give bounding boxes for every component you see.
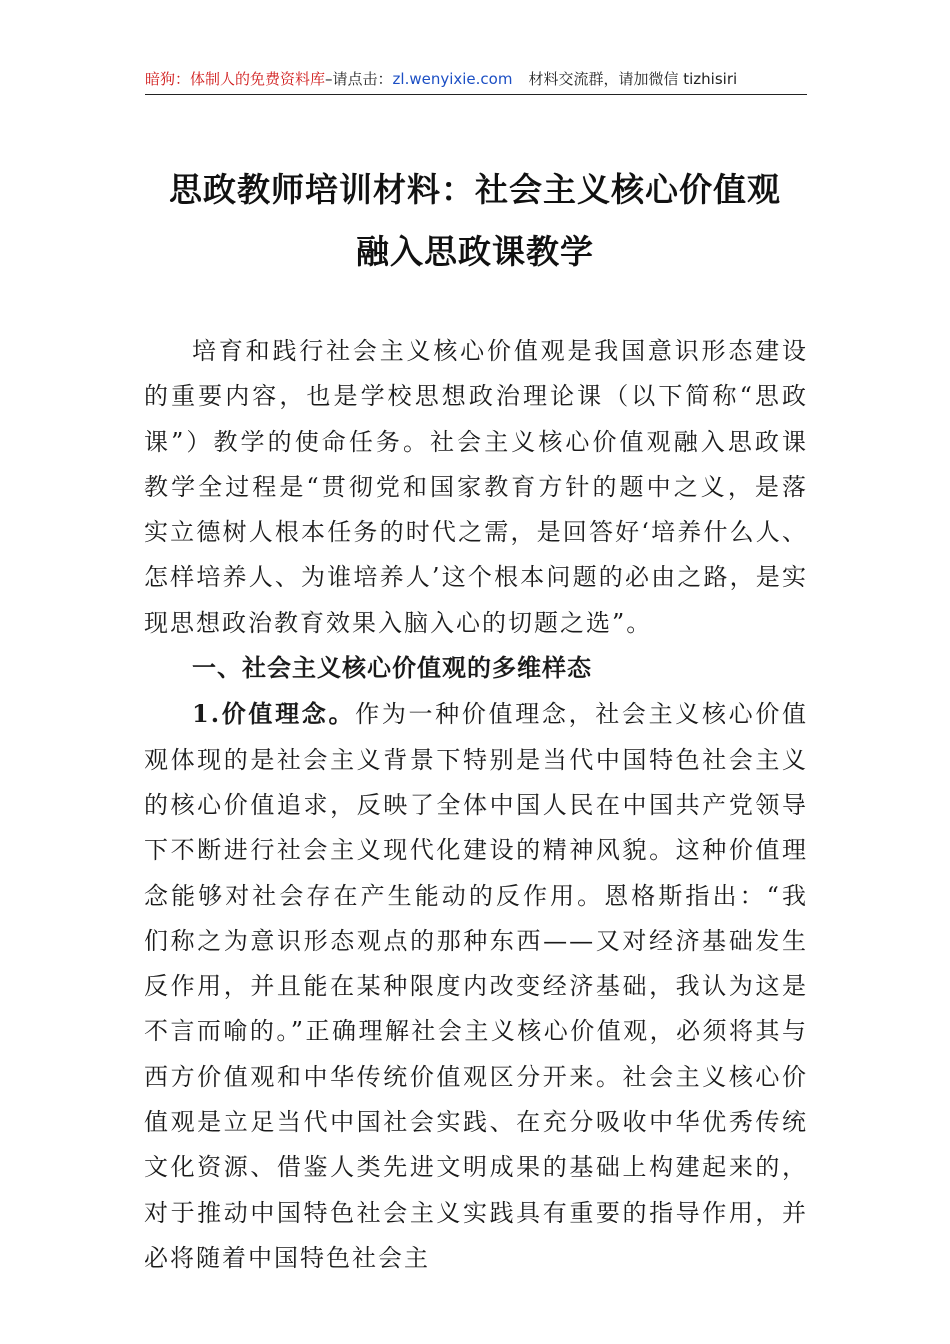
header-contact: 材料交流群，请加微信 tizhisiri	[528, 70, 738, 88]
document-title-line2: 融入思政课教学	[356, 232, 594, 271]
document-body	[144, 329, 808, 1281]
point1-paragraph	[144, 691, 808, 1281]
point1-lead: 1.价值理念。	[192, 699, 356, 729]
intro-paragraph: 培育和践行社会主义核心价值观是我国意识形态建设的重要内容，也是学校思想政治理论课（以下简称“思政课”）教学的使命任务。社会主义核心价值观融入思政课教学全过程是“贯彻党和国家教育方针的题中之义，是落实立德树人根本任务的时代之需，是回答好‘培养什么人、怎样培养人、为谁培养人’这个根本问题的必由之路，是实现思想政治教育效果入脑入心的切题之选”。	[144, 337, 808, 637]
document-title-line1: 思政教师培训材料：社会主义核心价值观	[169, 170, 781, 209]
header-prompt: –请点击：	[325, 70, 393, 88]
header-site-name: 暗狗：体制人的免费资料库	[145, 70, 326, 88]
header-link[interactable]: zl.wenyixie.com	[392, 70, 513, 88]
section-heading: 一、社会主义核心价值观的多维样态	[192, 654, 592, 683]
page-header	[145, 68, 807, 95]
point1-text: 作为一种价值理念，社会主义核心价值观体现的是社会主义背景下特别是当代中国特色社会主义的核心价值追求，反映了全体中国人民在中国共产党领导下不断进行社会主义现代化建设的精神风貌。这种价值理念能够对社会存在产生能动的反作用。恩格斯指出：“我们称之为意识形态观点的那种东西——又对经济基础发生反作用，并且能在某种限度内改变经济基础，我认为这是不言而喻的。”正确理解社会主义核心价值观，必须将其与西方价值观和中华传统价值观区分开来。社会主义核心价值观是立足当代中国社会实践、在充分吸收中华优秀传统文化资源、借鉴人类先进文明成果的基础上构建起来的，对于推动中国特色社会主义实践具有重要的指导作用，并必将随着中国特色社会主	[144, 700, 809, 1272]
